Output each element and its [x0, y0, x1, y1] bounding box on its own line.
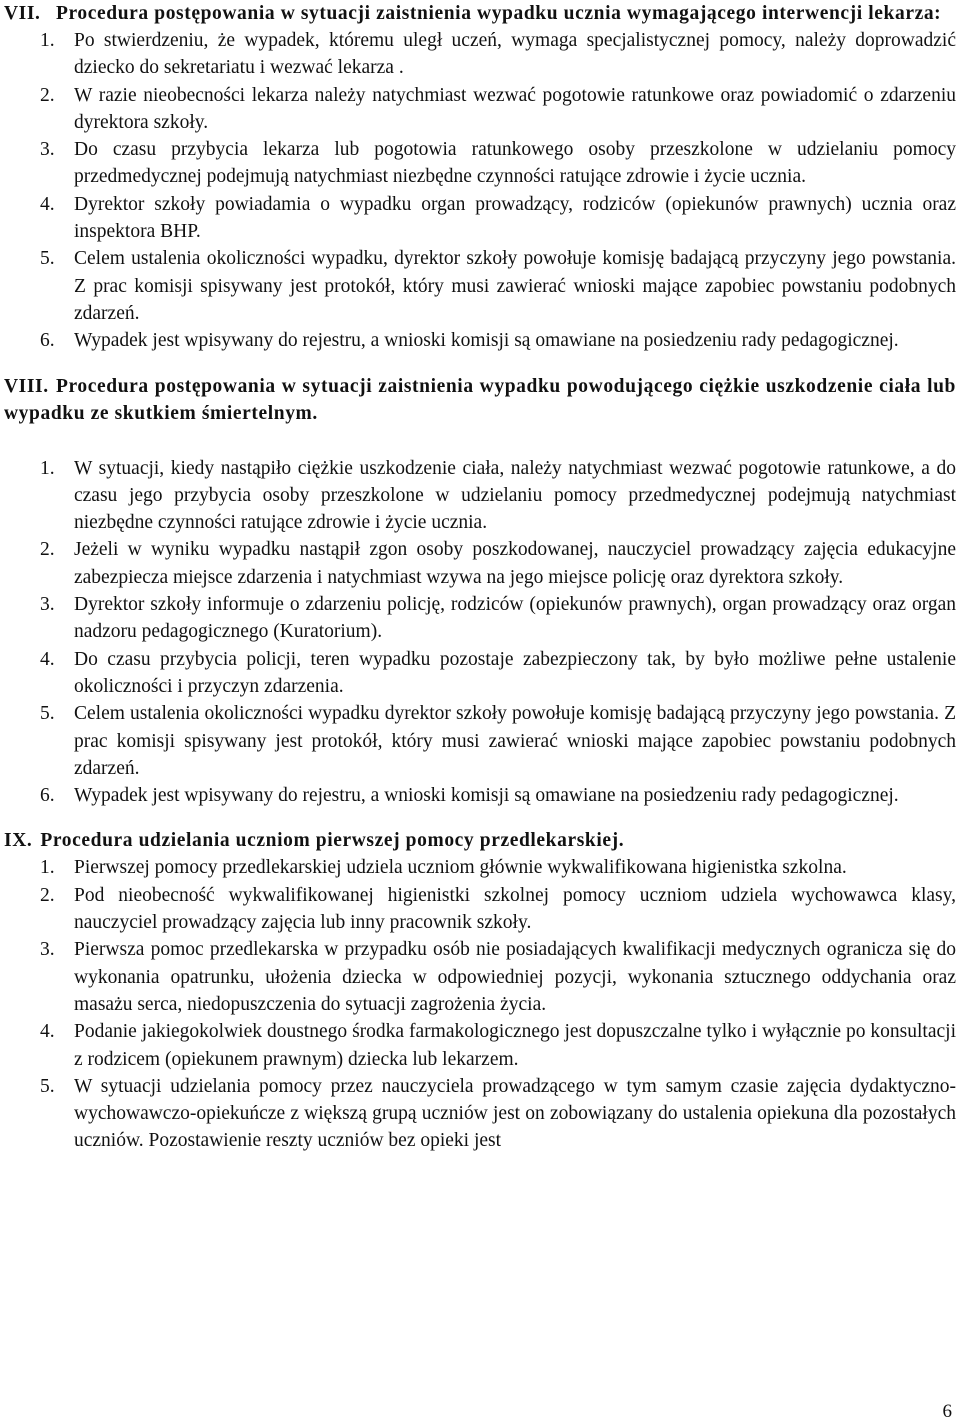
- item-number: 3.: [40, 139, 55, 161]
- list-item: [4, 854, 956, 881]
- section-vii: [4, 0, 956, 355]
- section-spacer: [4, 809, 956, 827]
- item-number: 5.: [40, 248, 55, 270]
- item-text: Dyrektor szkoły powiadamia o wypadku organ prowadzący, rodziców (opiekunów prawnych) ucznia oraz inspektora BHP.: [74, 193, 956, 243]
- section-title-text: Procedura postępowania w sytuacji zaistnienia wypadku ucznia wymagającego interwencji lekarza:: [56, 3, 942, 24]
- list-item: [4, 646, 956, 701]
- item-number: 5.: [40, 703, 55, 725]
- item-text: Celem ustalenia okoliczności wypadku dyrektor szkoły powołuje komisję badającą przyczyny jego powstania. Z prac komisji spisywany jest protokół, który musi zawierać wnioski mające zapobiec powstaniu podobnych zdarzeń.: [74, 703, 956, 779]
- item-number: 1.: [40, 457, 55, 479]
- item-text: Do czasu przybycia policji, teren wypadku pozostaje zabezpieczony tak, by było możliwe pełne ustalenie okoliczności i przyczyn zdarzenia.: [74, 648, 956, 697]
- list-item: [4, 327, 956, 354]
- item-text: Wypadek jest wpisywany do rejestru, a wnioski komisji są omawiane na posiedzeniu rady pedagogicznej.: [74, 330, 899, 352]
- list-item: [4, 191, 956, 246]
- item-text: Wypadek jest wpisywany do rejestru, a wnioski komisji są omawiane na posiedzeniu rady pedagogicznej.: [74, 785, 899, 807]
- item-text: Pierwszej pomocy przedlekarskiej udziela uczniom głównie wykwalifikowana higienistka szkolna.: [74, 857, 847, 879]
- item-number: 2.: [40, 884, 55, 906]
- section-number: IX.: [4, 830, 33, 852]
- page-number: 6: [942, 1401, 952, 1422]
- section-list: [4, 455, 956, 810]
- item-number: 3.: [40, 594, 55, 616]
- item-text: Do czasu przybycia lekarza lub pogotowia ratunkowego osoby przeszkolone w udzielaniu pomocy przedmedycznej podejmują natychmiast niezbędne czynności ratujące zdrowie i życie ucznia.: [74, 139, 956, 188]
- section-viii: [4, 373, 956, 810]
- list-item: [4, 936, 956, 1018]
- section-list: [4, 854, 956, 1154]
- list-item: [4, 136, 956, 191]
- list-item: [4, 700, 956, 782]
- item-number: 4.: [40, 648, 55, 670]
- section-spacer: [4, 355, 956, 373]
- item-number: 5.: [40, 1075, 55, 1097]
- item-text: Jeżeli w wyniku wypadku nastąpił zgon osoby poszkodowanej, nauczyciel prowadzący zajęcia edukacyjne zabezpiecza miejsce zdarzenia i natychmiast wzywa na jego miejsce policję oraz dyrektora szkoły.: [74, 539, 956, 588]
- item-number: 4.: [40, 193, 55, 215]
- heading-spacer: [4, 427, 956, 455]
- section-list: [4, 27, 956, 355]
- item-number: 6.: [40, 330, 55, 352]
- list-item: [4, 1018, 956, 1073]
- section-number: VII.: [4, 3, 41, 24]
- list-item: [4, 591, 956, 646]
- item-number: 6.: [40, 785, 55, 807]
- item-text: Celem ustalenia okoliczności wypadku, dyrektor szkoły powołuje komisję badającą przyczyny jego powstania. Z prac komisji spisywany jest protokół, który musi zawierać wnioski mające zapobiec powstaniu podobnych zdarzeń.: [74, 248, 956, 324]
- item-text: Po stwierdzeniu, że wypadek, któremu uległ uczeń, wymaga specjalistycznej pomocy, należy doprowadzić dziecko do sekretariatu i wezwać lekarza .: [74, 30, 956, 79]
- list-item: [4, 536, 956, 591]
- section-title-text: Procedura udzielania uczniom pierwszej pomocy przedlekarskiej.: [40, 830, 625, 852]
- section-title-text: Procedura postępowania w sytuacji zaistnienia wypadku powodującego ciężkie uszkodzenie ciała lub wypadku ze skutkiem śmiertelnym.: [4, 375, 956, 424]
- item-text: W sytuacji, kiedy nastąpiło ciężkie uszkodzenie ciała, należy natychmiast wezwać pogotowie ratunkowe, a do czasu jego przybycia osoby przeszkolone w udzielaniu pomocy przedmedycznej podejmują natychmiast niezbędne czynności ratujące zdrowie i życie ucznia.: [74, 457, 956, 534]
- section-ix: [4, 827, 956, 1154]
- item-number: 2.: [40, 539, 55, 561]
- list-item: [4, 782, 956, 809]
- list-item: [4, 245, 956, 327]
- section-heading: [4, 373, 956, 427]
- list-item: [4, 1073, 956, 1155]
- item-number: 1.: [40, 857, 55, 879]
- item-number: 1.: [40, 30, 55, 51]
- item-text: Dyrektor szkoły informuje o zdarzeniu policję, rodziców (opiekunów prawnych), organ prowadzący oraz organ nadzoru pedagogicznego (Kuratorium).: [74, 594, 956, 643]
- list-item: [4, 82, 956, 137]
- list-item: [4, 27, 956, 82]
- item-number: 4.: [40, 1021, 55, 1043]
- item-text: W razie nieobecności lekarza należy natychmiast wezwać pogotowie ratunkowe oraz powiadomić o zdarzeniu dyrektora szkoły.: [74, 84, 956, 133]
- item-text: Pierwsza pomoc przedlekarska w przypadku osób nie posiadających kwalifikacji medycznych ogranicza się do wykonania opatrunku, ułożenia dziecka w odpowiedniej pozycji, wykonania sztucznego oddychania oraz masażu serca, niedopuszczenia do sytuacji zagrożenia życia.: [74, 939, 956, 1015]
- section-heading: [4, 827, 956, 854]
- section-number: VIII.: [4, 375, 49, 397]
- item-number: 2.: [40, 84, 55, 106]
- list-item: [4, 882, 956, 937]
- item-text: Pod nieobecność wykwalifikowanej higienistki szkolnej pomocy uczniom udziela wychowawca klasy, nauczyciel prowadzący zajęcia lub inny pracownik szkoły.: [74, 884, 956, 934]
- list-item: [4, 455, 956, 537]
- item-text: W sytuacji udzielania pomocy przez nauczyciela prowadzącego w tym samym czasie zajęcia dydaktyczno-wychowawczo-opiekuńcze z większą grupą uczniów jest on zobowiązany do ustalenia opiekuna dla pozostałych uczniów. Pozostawienie reszty uczniów bez opieki jest: [74, 1075, 956, 1152]
- item-text: Podanie jakiegokolwiek doustnego środka farmakologicznego jest dopuszczalne tylko i wyłącznie po konsultacji z rodzicem (opiekunem prawnym) dziecka lub lekarzem.: [74, 1021, 956, 1070]
- item-number: 3.: [40, 939, 55, 961]
- section-heading: [4, 0, 956, 27]
